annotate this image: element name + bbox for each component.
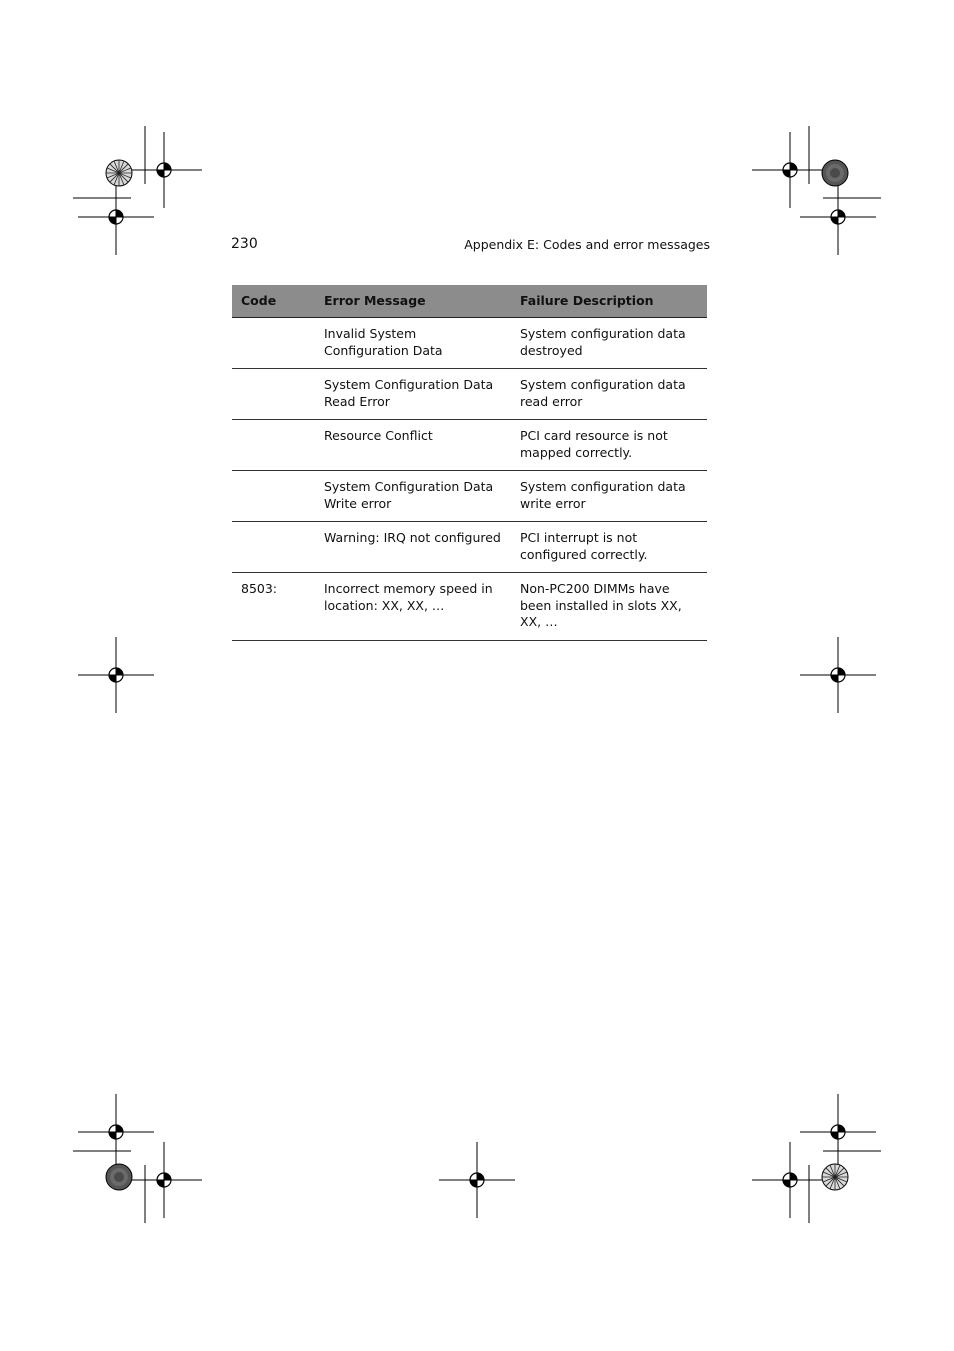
target-mark-icon (752, 132, 828, 208)
cell-failure-description: System configuration data write error (511, 471, 707, 522)
target-mark-icon (126, 1142, 202, 1218)
target-mark-icon (800, 179, 876, 255)
running-head: Appendix E: Codes and error messages (464, 237, 710, 252)
page-number: 230 (231, 236, 258, 252)
cell-failure-description: PCI card resource is not mapped correctly. (511, 420, 707, 471)
color-bar-light-icon (106, 160, 132, 186)
target-mark-icon (78, 637, 154, 713)
target-mark-icon (78, 1094, 154, 1170)
cell-error-message: Invalid System Configuration Data (315, 318, 511, 369)
cell-error-message: System Configuration Data Write error (315, 471, 511, 522)
color-bar-light-icon (822, 1164, 848, 1190)
cell-failure-description: System configuration data read error (511, 369, 707, 420)
color-bar-dark-icon (106, 1164, 132, 1190)
target-mark-icon (439, 1142, 515, 1218)
crop-lines (73, 126, 881, 1223)
cell-code: 8503: (232, 573, 315, 641)
target-mark-icon (752, 1142, 828, 1218)
target-mark-icon (800, 637, 876, 713)
cell-failure-description: PCI interrupt is not configured correctly. (511, 522, 707, 573)
target-mark-icon (78, 179, 154, 255)
header-error-message: Error Message (315, 285, 511, 318)
cell-error-message: Warning: IRQ not configured (315, 522, 511, 573)
target-mark-icon (800, 1094, 876, 1170)
target-mark-icon (126, 132, 202, 208)
cell-error-message: System Configuration Data Read Error (315, 369, 511, 420)
cell-error-message: Incorrect memory speed in location: XX, XX, … (315, 573, 511, 641)
cell-failure-description: Non-PC200 DIMMs have been installed in slots XX, XX, … (511, 573, 707, 641)
cell-error-message: Resource Conflict (315, 420, 511, 471)
color-bar-dark-icon (822, 160, 848, 186)
header-failure-description: Failure Description (511, 285, 707, 318)
cell-failure-description: System configuration data destroyed (511, 318, 707, 369)
header-code: Code (232, 285, 315, 318)
